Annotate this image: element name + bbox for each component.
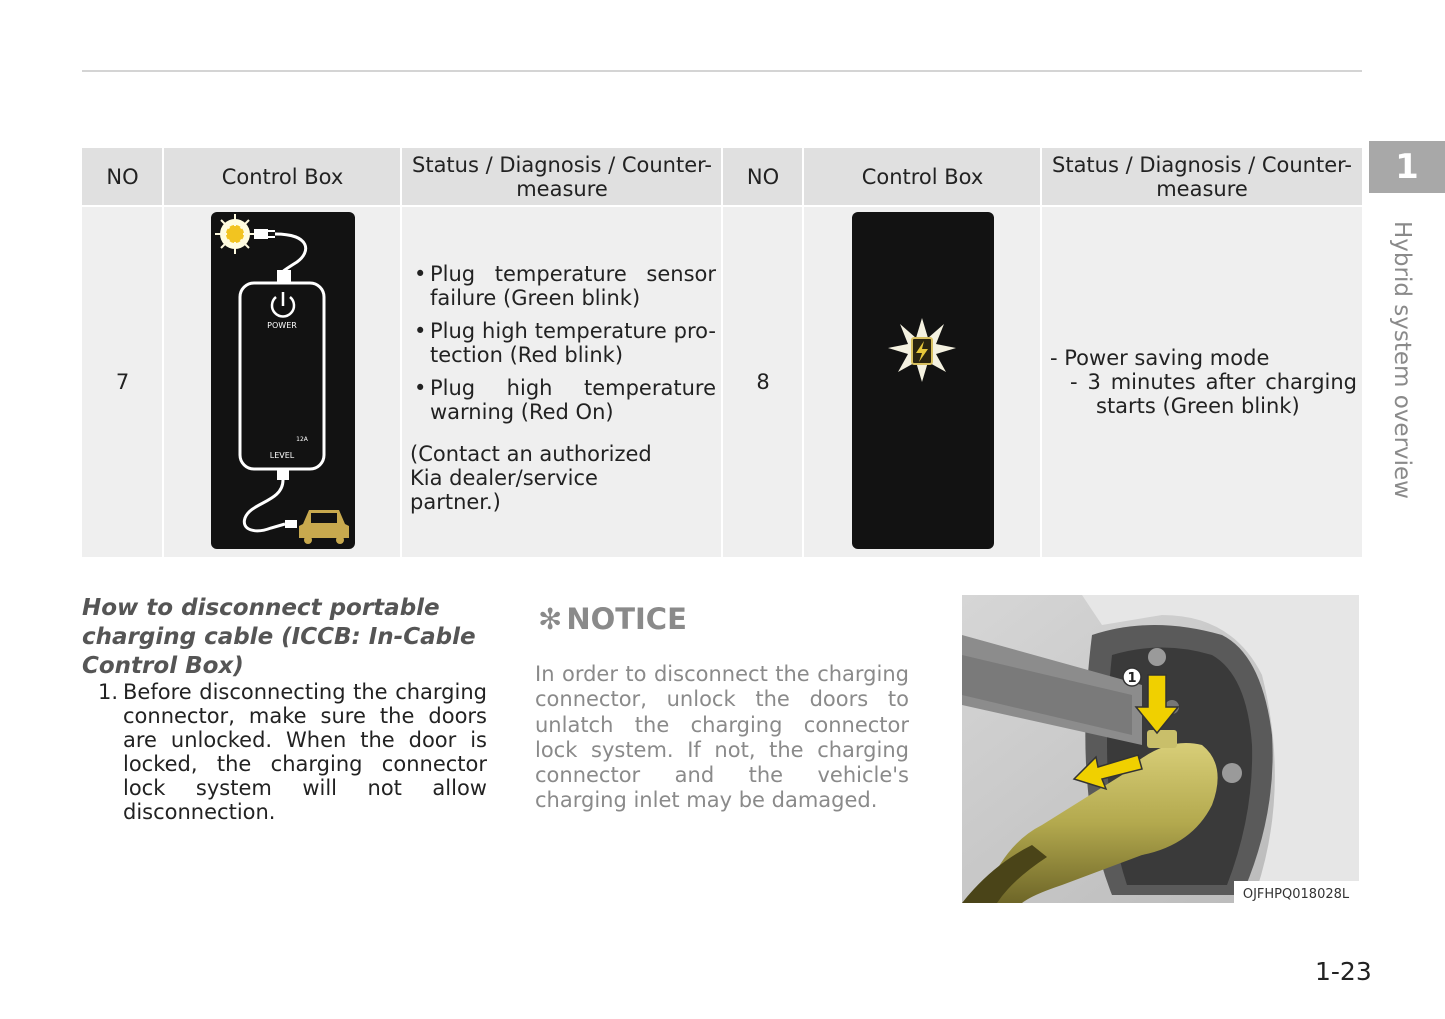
table-rule xyxy=(162,148,164,557)
table-rule xyxy=(1040,148,1042,557)
bullet-line: Plug high temperature pro- xyxy=(430,319,716,343)
chapter-tab: 1 xyxy=(1369,141,1445,193)
header-control-box-2: Control Box xyxy=(804,148,1041,206)
status-bullet: • Plug high temperature warning (Red On) xyxy=(414,376,716,424)
charging-blink-icon xyxy=(888,318,956,382)
table-rule xyxy=(400,148,402,557)
control-box-image-8 xyxy=(852,212,994,549)
status-line: - 3 minutes after charging xyxy=(1070,369,1357,394)
status-bullet: • Plug high temperature pro- tection (Red blink) xyxy=(414,319,716,367)
sun-blink-icon xyxy=(215,214,255,254)
row-number-7: 7 xyxy=(115,369,130,394)
charging-connector-figure xyxy=(962,595,1359,903)
table-rule xyxy=(802,148,804,557)
header-control-box-1: Control Box xyxy=(164,148,401,206)
callout-number: 1 xyxy=(1127,671,1137,686)
top-rule xyxy=(82,70,1362,72)
amp-label: 12A xyxy=(296,436,308,443)
status-line: - Power saving mode xyxy=(1050,345,1270,370)
figure-code: OJFHPQ018028L xyxy=(1242,887,1350,902)
level-label: LEVEL xyxy=(269,451,295,460)
bullet-line: warning (Red On) xyxy=(430,400,614,424)
control-box-image-7 xyxy=(211,212,355,549)
header-status-2: Status / Diagnosis / Counter-measure xyxy=(1042,148,1362,206)
header-no-2: NO xyxy=(723,148,803,206)
notice-heading xyxy=(538,602,687,636)
step-text: Before disconnecting the charging connector, make sure the doors are unlocked. When the door is locked, the charging connector lock system will not allow disconnection. xyxy=(123,680,487,824)
table-rule xyxy=(721,148,723,557)
bullet-line: Plug temperature sensor xyxy=(430,262,716,286)
asterisk-icon: ✻ xyxy=(538,602,563,636)
status-line: starts (Green blink) xyxy=(1096,393,1300,418)
bullet-line: failure (Green blink) xyxy=(430,286,641,310)
car-icon xyxy=(299,510,349,544)
status-cell-8 xyxy=(1042,206,1362,557)
section-heading: How to disconnect portable charging cable (ICCB: In-Cable Control Box) xyxy=(82,595,476,679)
contact-note: (Contact an authorized Kia dealer/service partner.) xyxy=(410,442,652,514)
bullet-line: Plug high temperature xyxy=(430,376,716,400)
power-label: POWER xyxy=(267,321,297,330)
control-box-status-table xyxy=(82,148,1362,557)
step-item xyxy=(98,680,487,824)
header-status-1: Status / Diagnosis / Counter-measure xyxy=(402,148,722,206)
page-number: 1-23 xyxy=(1315,957,1372,986)
plug-icon xyxy=(254,229,275,239)
step-number: 1. xyxy=(98,680,119,704)
notice-title: NOTICE xyxy=(566,602,687,636)
control-box-cell-8 xyxy=(804,206,1041,557)
bullet-line: tection (Red blink) xyxy=(430,343,624,367)
power-icon xyxy=(272,292,294,316)
status-bullet: • Plug temperature sensor failure (Green blink) xyxy=(414,262,716,310)
control-box-cell-7 xyxy=(164,206,401,557)
notice-body: In order to disconnect the charging connector, unlock the doors to unlatch the charging connector lock system. If not, the charging connector and the vehicle's charging inlet may be damaged. xyxy=(535,662,909,813)
header-no-1: NO xyxy=(82,148,163,206)
chapter-title: Hybrid system overview xyxy=(1389,221,1415,499)
status-cell-7 xyxy=(402,206,722,557)
row-number-8: 8 xyxy=(756,369,770,394)
